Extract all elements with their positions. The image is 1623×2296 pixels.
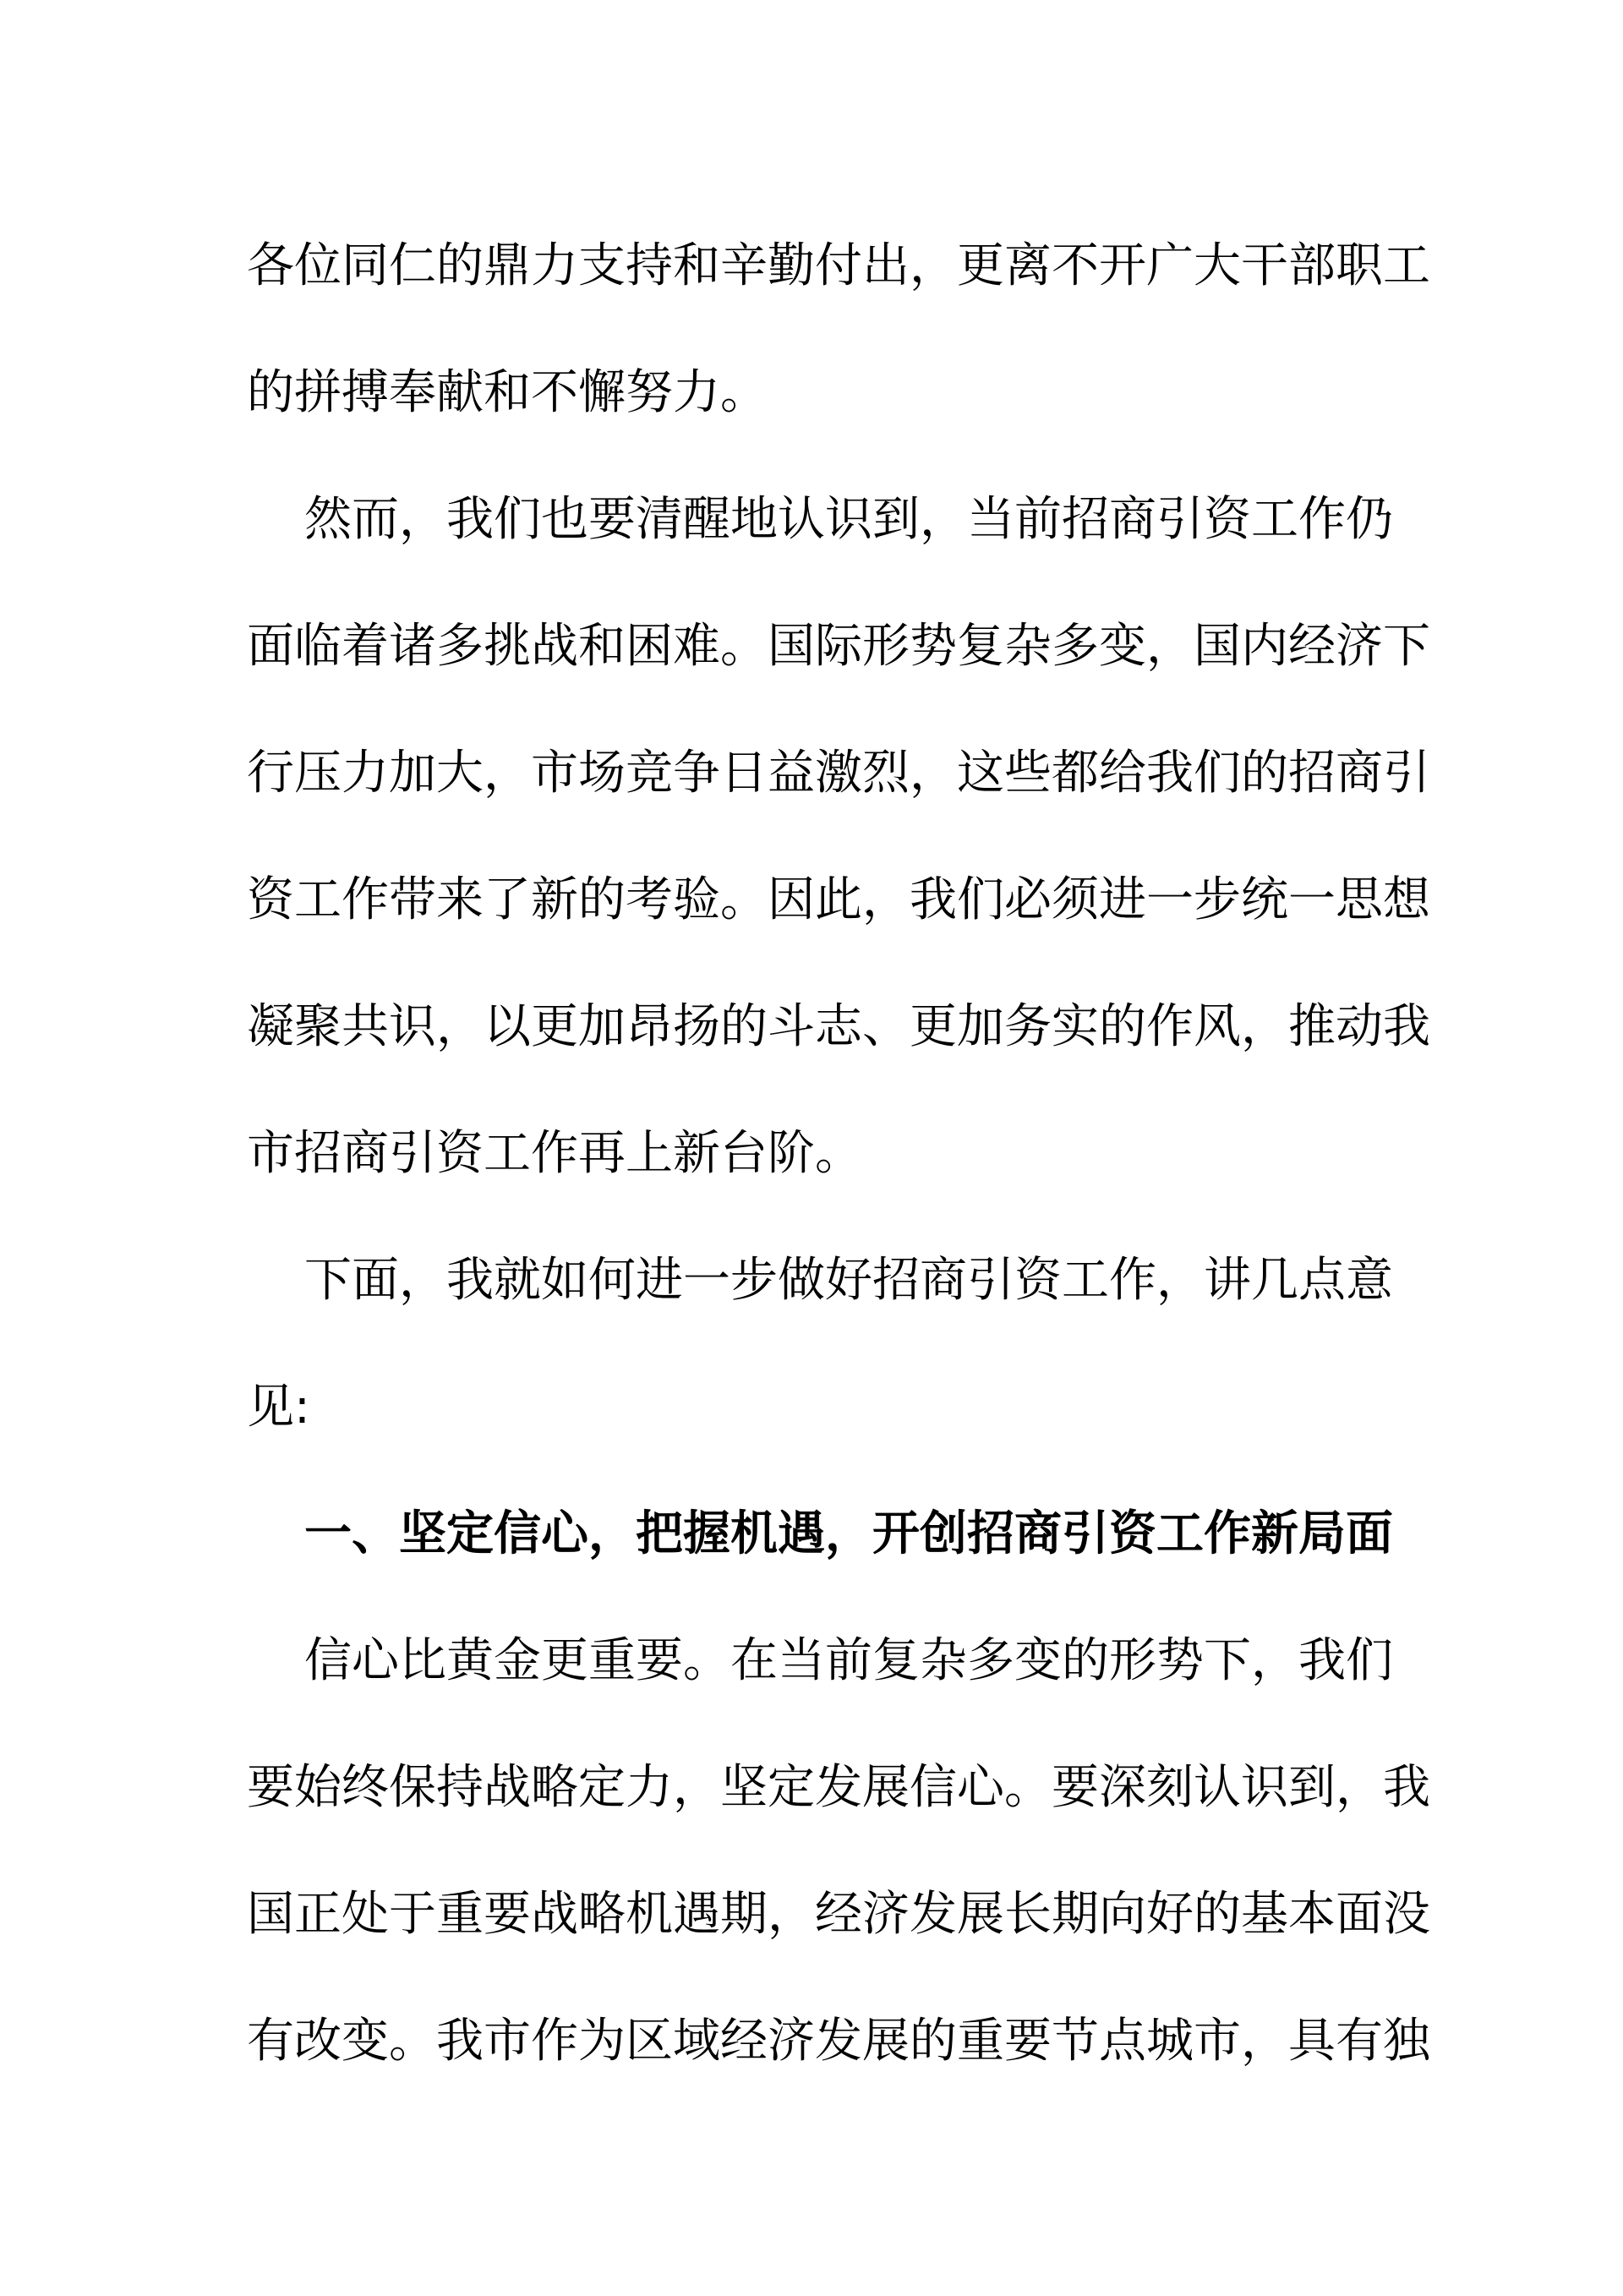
text-line: 各位同仁的鼎力支持和辛勤付出，更离不开广大干部职工	[247, 238, 1430, 293]
section-heading: 一、坚定信心，把握机遇，开创招商引资工作新局面	[304, 1506, 1393, 1561]
text-line: 国正处于重要战略机遇期，经济发展长期向好的基本面没	[247, 1887, 1430, 1942]
text-line: 面临着诸多挑战和困难。国际形势复杂多变，国内经济下	[247, 619, 1430, 674]
paragraph-start-line: 信心比黄金更重要。在当前复杂多变的形势下，我们	[304, 1633, 1393, 1688]
text-line: 凝聚共识，以更加昂扬的斗志、更加务实的作风，推动我	[247, 999, 1430, 1054]
text-line: 市招商引资工作再上新台阶。	[247, 1126, 862, 1181]
text-line: 的拼搏奉献和不懈努力。	[247, 365, 768, 420]
paragraph-start-line: 下面，我就如何进一步做好招商引资工作，讲几点意	[304, 1253, 1393, 1308]
text-line: 行压力加大，市场竞争日益激烈，这些都给我们的招商引	[247, 746, 1430, 801]
text-line: 见:	[247, 1380, 310, 1435]
text-line: 资工作带来了新的考验。因此，我们必须进一步统一思想	[247, 872, 1430, 927]
document-body	[247, 203, 1430, 2105]
text-line: 要始终保持战略定力，坚定发展信心。要深刻认识到，我	[247, 1760, 1430, 1815]
text-line: 有改变。我市作为区域经济发展的重要节点城市，具有独	[247, 2014, 1430, 2069]
paragraph-start-line: 然而，我们也要清醒地认识到，当前招商引资工作仍	[304, 492, 1393, 547]
